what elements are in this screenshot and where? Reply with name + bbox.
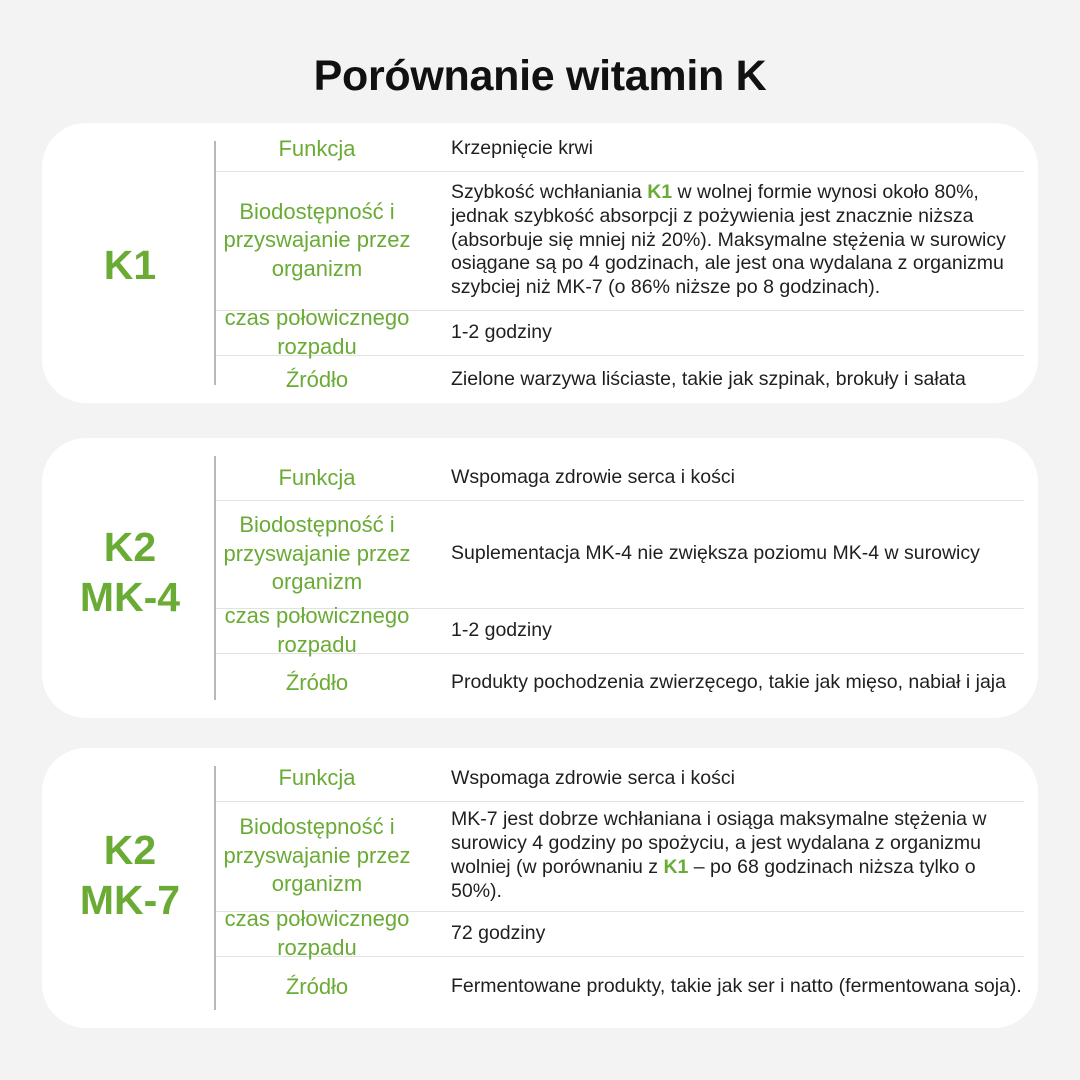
value-bioavailability bbox=[451, 171, 1024, 310]
label-bioavailability: Biodostępność i przyswajanie przez organizm bbox=[223, 814, 411, 897]
value-source: Zielone warzywa liściaste, takie jak szpinak, brokuły i sałata bbox=[451, 368, 966, 391]
bio-highlight: K1 bbox=[647, 181, 673, 204]
bio-highlight: K1 bbox=[663, 856, 689, 878]
label-half-life: czas połowicznego rozpadu bbox=[224, 905, 410, 960]
row-function bbox=[216, 127, 1024, 172]
row-bioavailability bbox=[216, 171, 1024, 311]
row-bioavailability bbox=[216, 801, 1024, 912]
vitamin-name bbox=[42, 825, 218, 925]
vitamin-name-line2: MK-7 bbox=[79, 877, 181, 924]
vitamin-name-line1: K2 bbox=[103, 524, 157, 570]
row-half-life bbox=[216, 602, 1024, 657]
row-function bbox=[216, 756, 1024, 802]
bio-text-2: w wolnej formie wynosi około 80%, jednak szybkość absorpcji z pożywienia jest znacznie niższa (absorbuje się mniej niż 20%). Maksymalne stężenia w surowicy osiągane są po 4 godzinach, ale jest ona wydalana z organizmu szybciej niż MK-7 (o 86% niższe po 8 godzinach). bbox=[451, 181, 1006, 299]
row-function bbox=[216, 456, 1024, 501]
row-half-life bbox=[216, 905, 1024, 960]
bio-text-2: – po 68 godzinach niższa tylko o 50%). bbox=[451, 856, 976, 902]
label-function: Funkcja bbox=[278, 135, 356, 161]
bio-text-1: Szybkość wchłaniania bbox=[451, 181, 648, 204]
label-function: Funkcja bbox=[278, 464, 356, 490]
value-bioavailability bbox=[451, 801, 1024, 911]
value-function: Wspomaga zdrowie serca i kości bbox=[451, 766, 735, 789]
vitamin-name bbox=[42, 522, 218, 622]
label-source: Źródło bbox=[285, 973, 349, 999]
row-source bbox=[216, 355, 1024, 405]
label-function: Funkcja bbox=[278, 765, 356, 791]
value-source: Fermentowane produkty, takie jak ser i natto (fermentowana soja). bbox=[451, 975, 1022, 998]
value-function: Wspomaga zdrowie serca i kości bbox=[451, 466, 735, 489]
value-function: Krzepnięcie krwi bbox=[451, 137, 593, 160]
value-half-life: 1-2 godziny bbox=[451, 320, 552, 343]
vitamin-card-k2-mk7 bbox=[42, 748, 1038, 1028]
bio-text-1: MK-7 jest dobrze wchłaniana i osiąga maksymalne stężenia w surowicy 4 godziny po spożyciu, a jest wydalana z organizmu wolniej (w porównaniu z bbox=[451, 808, 987, 878]
vitamin-card-k2-mk4 bbox=[42, 438, 1038, 718]
row-source bbox=[216, 653, 1024, 713]
vitamin-name bbox=[42, 240, 218, 290]
value-source: Produkty pochodzenia zwierzęcego, takie jak mięso, nabiał i jaja bbox=[451, 671, 1006, 694]
value-bioavailability bbox=[451, 500, 1024, 608]
label-bioavailability: Biodostępność i przyswajanie przez organizm bbox=[223, 198, 411, 281]
row-half-life bbox=[216, 304, 1024, 359]
label-source: Źródło bbox=[285, 669, 349, 695]
bio-text-1: Suplementacja MK-4 nie zwiększa poziomu MK-4 w surowicy bbox=[451, 542, 980, 565]
label-half-life: czas połowicznego rozpadu bbox=[224, 304, 410, 359]
label-bioavailability: Biodostępność i przyswajanie przez organizm bbox=[223, 512, 411, 595]
page-title: Porównanie witamin K bbox=[313, 52, 767, 100]
label-source: Źródło bbox=[285, 366, 349, 392]
row-source bbox=[216, 956, 1024, 1018]
value-half-life: 1-2 godziny bbox=[451, 618, 552, 641]
row-bioavailability bbox=[216, 500, 1024, 609]
vitamin-name-line1: K2 bbox=[103, 827, 157, 873]
vitamin-card-k1 bbox=[42, 123, 1038, 403]
vitamin-name-line2: MK-4 bbox=[79, 574, 181, 621]
vitamin-name-line1: K1 bbox=[103, 242, 157, 288]
label-half-life: czas połowicznego rozpadu bbox=[224, 602, 410, 657]
value-half-life: 72 godziny bbox=[451, 921, 546, 944]
